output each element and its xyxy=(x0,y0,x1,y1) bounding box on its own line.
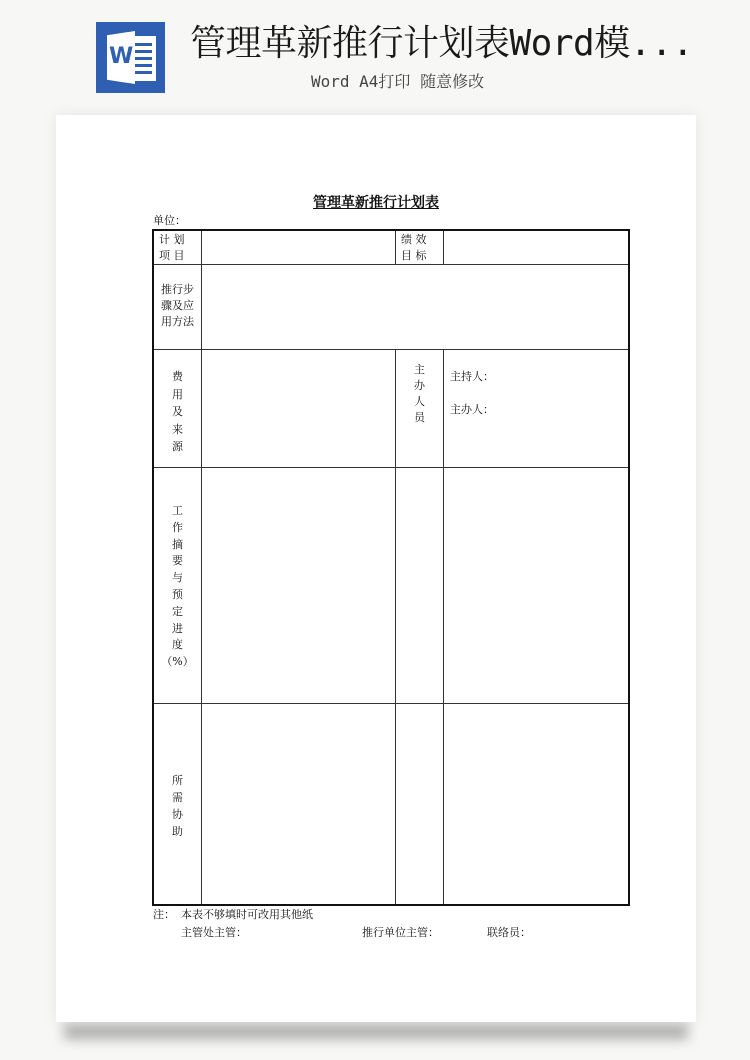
label-char: 人 xyxy=(414,395,425,408)
cell-label-organizers xyxy=(396,362,443,426)
plan-item-field[interactable] xyxy=(202,231,395,264)
label-char: 来 xyxy=(172,422,183,436)
cell-label-steps-methods xyxy=(154,282,201,330)
label-char: 及 xyxy=(172,405,183,418)
word-icon-line xyxy=(133,57,152,60)
unit-label: 单位： xyxy=(153,214,186,227)
label-char: 摘 xyxy=(172,537,183,551)
label-line: 用方法 xyxy=(161,315,194,328)
label-char: 进 xyxy=(172,621,183,635)
supervisor-label: 主管处主管： xyxy=(181,926,247,939)
label-char: 员 xyxy=(414,411,425,424)
host-label: 主持人： xyxy=(450,370,494,383)
label-char: 与 xyxy=(172,571,183,585)
label-char: 办 xyxy=(414,379,425,392)
organizer-label: 主办人： xyxy=(450,403,494,416)
plan-table xyxy=(152,229,630,906)
label-char: 需 xyxy=(172,791,183,804)
header xyxy=(0,0,750,110)
label-char: 费 xyxy=(172,370,183,383)
label-char: 要 xyxy=(172,554,183,568)
performance-target-field[interactable] xyxy=(444,231,628,264)
note-prefix: 注： xyxy=(153,908,175,921)
cell-label-assistance-needed xyxy=(154,772,201,840)
steps-methods-field[interactable] xyxy=(202,265,628,349)
label-line: 项 目 xyxy=(159,249,185,262)
label-char: 助 xyxy=(172,825,183,838)
word-icon xyxy=(96,22,165,93)
label-char: （%） xyxy=(161,655,194,669)
label-line: 计 划 xyxy=(159,233,185,246)
label-line: 推行步 xyxy=(161,283,194,296)
assistance-right-field[interactable] xyxy=(444,704,628,904)
cell-label-performance-target xyxy=(396,232,443,264)
document-title-text: 管理革新推行计划表 xyxy=(313,195,439,211)
label-char: 定 xyxy=(172,604,183,618)
cell-label-work-summary-progress xyxy=(154,503,201,671)
label-char: 协 xyxy=(172,808,183,821)
assistance-mid-field[interactable] xyxy=(396,704,443,904)
unit-supervisor-label: 推行单位主管： xyxy=(362,926,439,939)
label-line: 骤及应 xyxy=(161,299,194,312)
word-icon-line xyxy=(133,50,152,53)
label-line: 目 标 xyxy=(401,249,427,262)
word-icon-line xyxy=(133,71,152,74)
document-title xyxy=(56,193,696,213)
work-summary-right-field[interactable] xyxy=(444,468,628,703)
cost-source-field[interactable] xyxy=(202,350,395,467)
label-char: 源 xyxy=(172,440,183,453)
word-icon-line xyxy=(133,64,152,67)
label-char: 预 xyxy=(172,587,183,601)
work-summary-field[interactable] xyxy=(202,468,395,703)
document-page xyxy=(56,115,696,1022)
organizers-field[interactable] xyxy=(444,350,628,467)
label-char: 用 xyxy=(172,387,183,401)
label-char: 主 xyxy=(414,363,425,376)
work-summary-mid-field[interactable] xyxy=(396,468,443,703)
label-char: 所 xyxy=(172,774,183,787)
label-char: 作 xyxy=(172,520,183,534)
paper-shadow xyxy=(64,1025,688,1039)
note-text: 本表不够填时可改用其他纸 xyxy=(181,908,313,921)
word-icon-letter: W xyxy=(109,44,134,69)
assistance-field[interactable] xyxy=(202,704,395,904)
page-title: 管理革新推行计划表Word模... xyxy=(190,23,694,64)
page-subtitle: Word A4打印 随意修改 xyxy=(311,72,485,91)
cell-label-plan-item xyxy=(154,232,201,264)
liaison-label: 联络员： xyxy=(487,926,531,939)
label-line: 绩 效 xyxy=(401,233,427,246)
label-char: 工 xyxy=(172,504,183,517)
cell-label-cost-source xyxy=(154,368,201,456)
word-icon-line xyxy=(133,43,152,46)
label-char: 度 xyxy=(172,638,183,652)
